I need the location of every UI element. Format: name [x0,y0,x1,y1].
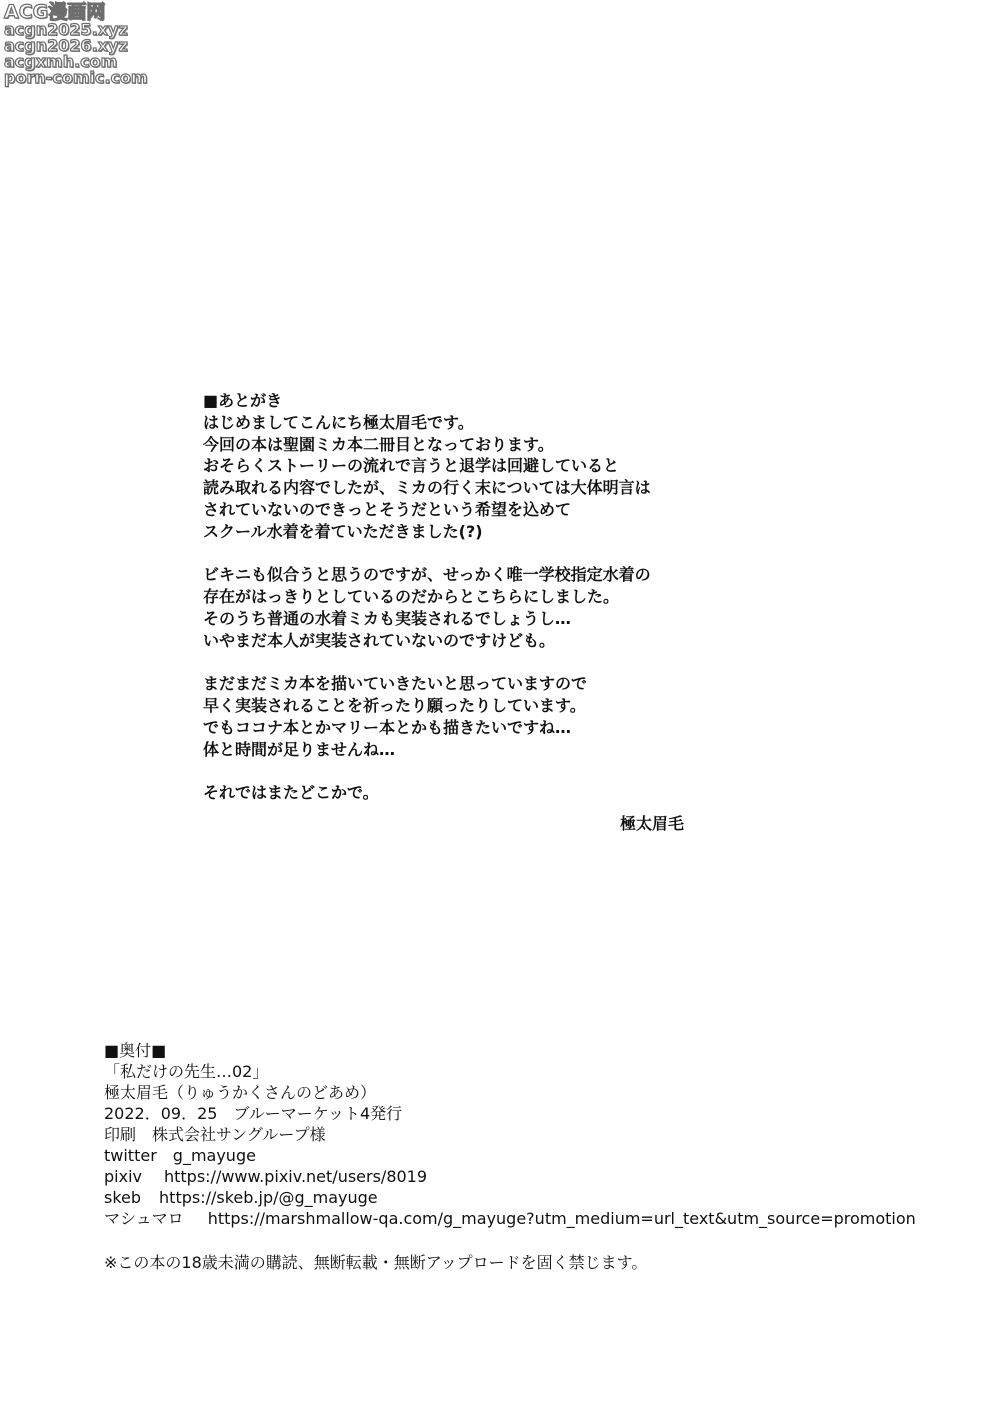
afterword-heading: ■あとがき [203,391,283,410]
marshmallow-label: マシュマロ [104,1209,184,1228]
afterword-section [203,390,763,804]
colophon-twitter [104,1145,984,1166]
afterword-line: ビキニも似合うと思うのですが、せっかく唯一学校指定水着の [203,565,651,585]
twitter-label: twitter [104,1146,157,1165]
afterword-line: 早く実装されることを祈ったり願ったりしています。 [203,696,586,716]
watermark-line: acgxmh.com [4,52,118,71]
colophon-heading: ■奥付■ [104,1041,167,1060]
skeb-url: https://skeb.jp/@g_mayuge [159,1188,378,1207]
marshmallow-url: https://marshmallow-qa.com/g_mayuge?utm_medium=url_text&utm_source=promotion [207,1209,916,1228]
afterword-line: 存在がはっきりとしているのだからとこちらにしました。 [203,587,620,607]
skeb-label: skeb [104,1188,142,1207]
watermark-line: acgn2025.xyz [4,20,128,39]
afterword-line: はじめましてこんにち極太眉毛です。 [203,412,474,432]
afterword-line: でもココナ本とかマリー本とかも描きたいですね… [203,717,572,737]
afterword-line: そのうち普通の水着ミカも実装されるでしょうし… [203,608,571,628]
watermark-line: ACG漫画网 [4,1,106,23]
afterword-line: おそらくストーリーの流れで言うと退学は回避していると [203,456,620,476]
afterword-line: 体と時間が足りませんね… [203,739,396,759]
twitter-handle: g_mayuge [172,1146,256,1165]
colophon-pixiv [104,1166,984,1187]
colophon-printer: 印刷 株式会社サングループ様 [104,1125,326,1144]
colophon-skeb [104,1187,984,1208]
afterword-line: いやまだ本人が実装されていないのですけども。 [203,630,556,650]
watermark [4,2,154,86]
paragraph-gap [203,543,763,565]
colophon-author: 極太眉毛（りゅうかくさんのどあめ） [104,1083,377,1102]
afterword-signature: 極太眉毛 [620,814,685,833]
colophon-marshmallow [104,1208,984,1229]
watermark-line: porn-comic.com [4,68,148,87]
colophon-section [104,1040,984,1229]
afterword-line: 今回の本は聖園ミカ本二冊目となっております。 [203,434,554,454]
colophon-title: 「私だけの先生…02」 [104,1062,269,1081]
legal-notice: ※この本の18歳未満の購読、無断転載・無断アップロードを固く禁じます。 [104,1253,648,1272]
paragraph-gap [203,761,763,783]
afterword-line: 読み取れる内容でしたが、ミカの行く末については大体明言は [203,478,651,498]
afterword-line: スクール水着を着ていただきました(?) [203,521,483,541]
colophon-release: 2022．09．25 ブルーマーケット4発行 [104,1104,403,1123]
afterword-line: されていないのできっとそうだという希望を込めて [203,499,572,519]
pixiv-label: pixiv [104,1167,142,1186]
watermark-line: acgn2026.xyz [4,36,128,55]
afterword-line: まだまだミカ本を描いていきたいと思っていますので [203,674,588,694]
afterword-line: それではまたどこかで。 [203,783,379,803]
pixiv-url: https://www.pixiv.net/users/8019 [163,1167,428,1186]
paragraph-gap [203,652,763,674]
